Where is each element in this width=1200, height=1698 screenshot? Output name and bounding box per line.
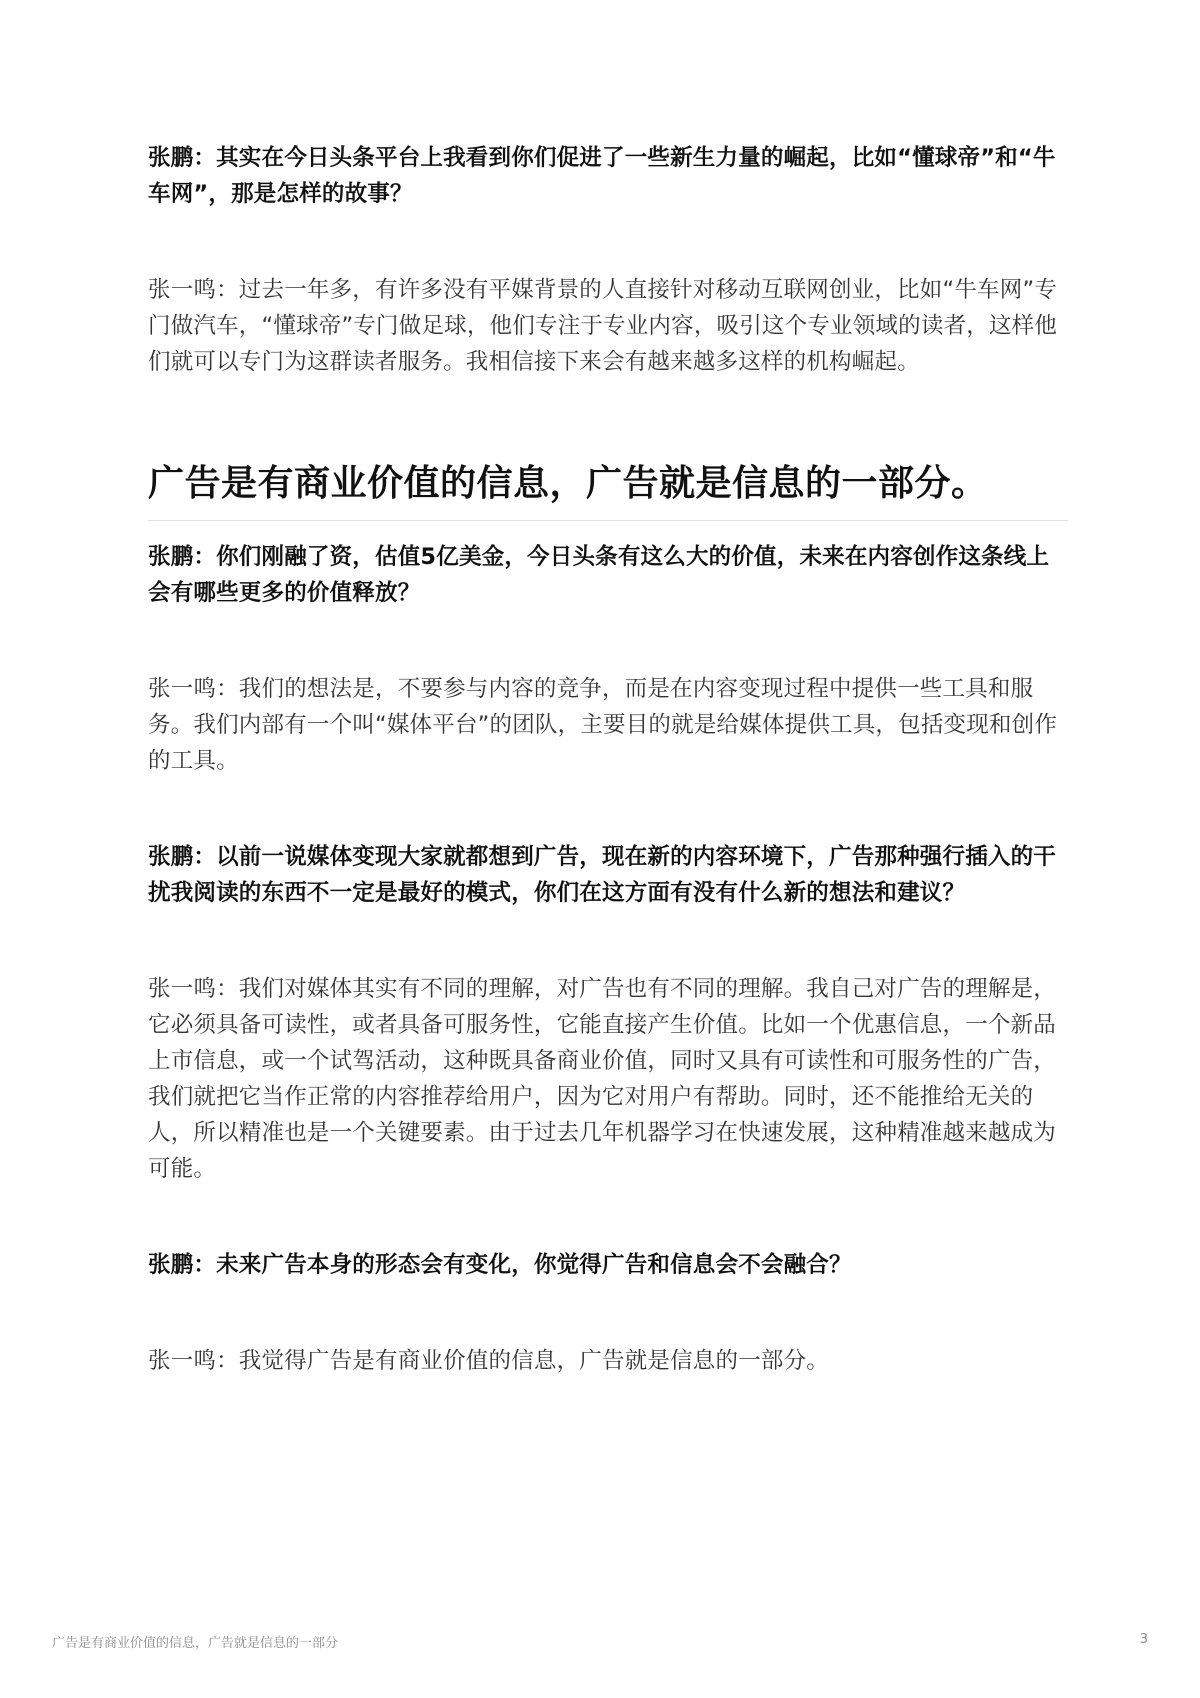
- answer-paragraph: 张一鸣：我们对媒体其实有不同的理解，对广告也有不同的理解。我自己对广告的理解是，它必须具备可读性，或者具备可服务性，它能直接产生价值。比如一个优惠信息，一个新品上市信息，或一个试驾活动，这种既具备商业价值，同时又具有可读性和可服务性的广告，我们就把它当作正常的内容推荐给用户，因为它对用户有帮助。同时，还不能推给无关的人，所以精准也是一个关键要素。由于过去几年机器学习在快速发展，这种精准越来越成为可能。: [148, 976, 1057, 1182]
- question-paragraph: 张鹏：你们刚融了资，估值5亿美金，今日头条有这么大的价值，未来在内容创作这条线上会有哪些更多的价值释放？: [148, 544, 1050, 606]
- footer-title: 广告是有商业价值的信息，广告就是信息的一部分: [52, 1636, 339, 1651]
- article-body: [148, 140, 1068, 1379]
- question-paragraph: 张鹏：其实在今日头条平台上我看到你们促进了一些新生力量的崛起，比如“懂球帝”和“牛车网”，那是怎样的故事？: [148, 145, 1056, 207]
- answer-paragraph: 张一鸣：过去一年多，有许多没有平媒背景的人直接针对移动互联网创业，比如“牛车网”专门做汽车，“懂球帝”专门做足球，他们专注于专业内容，吸引这个专业领域的读者，这样他们就可以专门为这群读者服务。我相信接下来会有越来越多这样的机构崛起。: [148, 277, 1058, 375]
- page-footer: [52, 1632, 1148, 1651]
- section-title: 广告是有商业价值的信息，广告就是信息的一部分。: [148, 463, 988, 504]
- page-number: 3: [1139, 1632, 1148, 1647]
- answer-paragraph: 张一鸣：我觉得广告是有商业价值的信息，广告就是信息的一部分。: [148, 1348, 830, 1374]
- question-paragraph: 张鹏：未来广告本身的形态会有变化，你觉得广告和信息会不会融合？: [148, 1252, 852, 1278]
- answer-paragraph: 张一鸣：我们的想法是，不要参与内容的竞争，而是在内容变现过程中提供一些工具和服务。我们内部有一个叫“媒体平台”的团队，主要目的就是给媒体提供工具，包括变现和创作的工具。: [148, 676, 1058, 774]
- question-paragraph: 张鹏：以前一说媒体变现大家就都想到广告，现在新的内容环境下，广告那种强行插入的干扰我阅读的东西不一定是最好的模式，你们在这方面有没有什么新的想法和建议？: [148, 844, 1057, 906]
- section-divider: [148, 520, 1068, 521]
